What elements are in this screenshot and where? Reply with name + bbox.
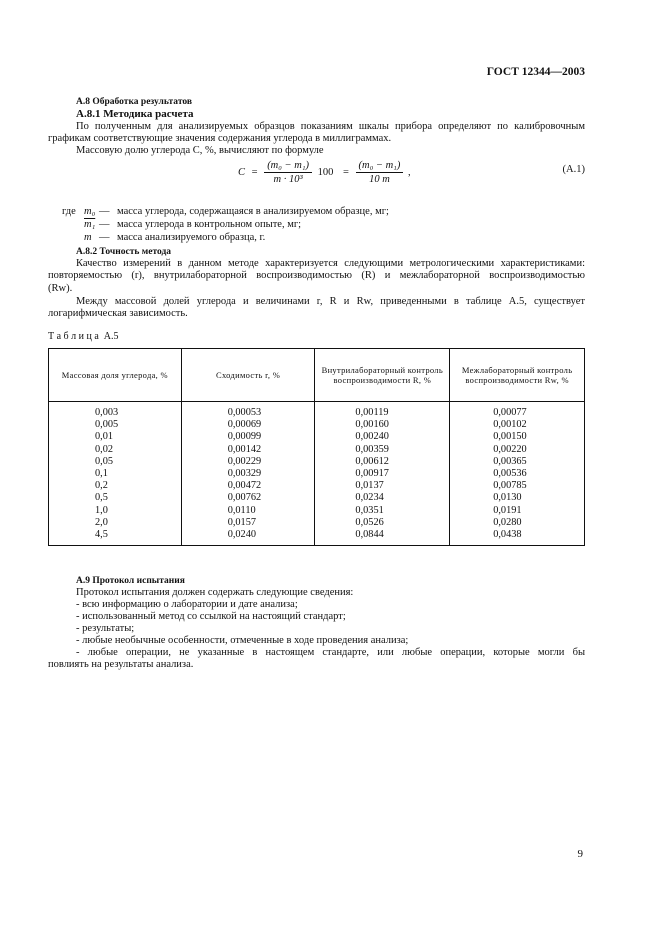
- section-title-a9: А.9 Протокол испытания: [76, 576, 185, 586]
- where-dash-m1: —: [99, 219, 110, 230]
- table-cell: 0,00329: [181, 468, 315, 480]
- table-cell: 0,00142: [181, 444, 315, 456]
- where-text-m1: масса углерода в контрольном опыте, мг;: [117, 219, 302, 230]
- where-word: где: [62, 206, 76, 217]
- protocol-item: - результаты;: [76, 623, 135, 634]
- table-row: [49, 468, 585, 480]
- paragraph-precision-line3: (Rw).: [48, 283, 73, 294]
- table-row: [49, 419, 585, 431]
- where-symbol-m0: m₀: [84, 206, 96, 217]
- table-row: [49, 431, 585, 443]
- table-cell: 0,5: [49, 492, 182, 504]
- table-row: [49, 456, 585, 468]
- table-cell: 0,0526: [315, 517, 450, 529]
- table-cell: 0,0234: [315, 492, 450, 504]
- table-cell: 0,00099: [181, 431, 315, 443]
- table-cell: 0,00762: [181, 492, 315, 504]
- protocol-item-last-line1: - любые операции, не указанные в настоящем стандарте, или любые операции, которые могли бы: [76, 647, 585, 658]
- paragraph-calibration-line2: графикам соответствующие значения содержания углерода в миллиграммах.: [48, 133, 392, 144]
- table-cell: 0,00229: [181, 456, 315, 468]
- table-cell: 0,01: [49, 431, 182, 443]
- table-cell: 0,00917: [315, 468, 450, 480]
- table-row: [49, 505, 585, 517]
- formula-fraction-2: [356, 160, 404, 185]
- table-cell: 0,00069: [181, 419, 315, 431]
- table-header-row: [49, 349, 585, 402]
- table-cell: 2,0: [49, 517, 182, 529]
- paragraph-precision-line2: повторяемостью (r), внутрилабораторной воспроизводимостью (R) и межлабораторной воспроизводимостью: [48, 270, 585, 281]
- where-symbol-m1: m₁: [84, 219, 96, 230]
- paragraph-precision-line1: Качество измерений в данном методе характеризуется следующими метрологическими характеристиками:: [76, 258, 585, 269]
- table-cell: 0,2: [49, 480, 182, 492]
- where-symbol-m: m: [84, 232, 92, 243]
- table-cell: 0,00240: [315, 431, 450, 443]
- protocol-intro: Протокол испытания должен содержать следующие сведения:: [76, 587, 354, 598]
- where-text-m0: масса углерода, содержащаяся в анализируемом образце, мг;: [117, 206, 389, 217]
- table-cell: 0,0438: [450, 529, 585, 546]
- table-row: [49, 402, 585, 420]
- formula-multiplier: 100: [317, 167, 334, 178]
- table-cell: 0,0844: [315, 529, 450, 546]
- formula-equals-2: =: [342, 167, 349, 178]
- standard-number: ГОСТ 12344—2003: [486, 66, 585, 78]
- formula-fraction-1: [264, 160, 312, 185]
- data-table: [48, 348, 585, 546]
- table-cell: 0,00359: [315, 444, 450, 456]
- table-cell: 0,0110: [181, 505, 315, 517]
- table-cell: 0,003: [49, 402, 182, 420]
- formula-denominator-1: m · 10³: [273, 174, 303, 185]
- table-cell: 0,0137: [315, 480, 450, 492]
- table-cell: 0,00160: [315, 419, 450, 431]
- table-cell: 0,05: [49, 456, 182, 468]
- formula-a1: [238, 160, 411, 185]
- table-row: [49, 529, 585, 546]
- table-cell: 0,00785: [450, 480, 585, 492]
- subsection-title-a82: А.8.2 Точность метода: [76, 247, 172, 257]
- table-cell: 0,1: [49, 468, 182, 480]
- table-row: [49, 444, 585, 456]
- formula-number: (А.1): [562, 164, 585, 175]
- formula-lhs: C: [238, 167, 246, 178]
- formula-tail: ,: [407, 167, 411, 178]
- where-dash-m: —: [99, 232, 110, 243]
- paragraph-log-line2: логарифмическая зависимость.: [48, 308, 188, 319]
- protocol-item-last-line2: повлиять на результаты анализа.: [48, 659, 194, 670]
- table-cell: 0,02: [49, 444, 182, 456]
- table-cell: 0,0240: [181, 529, 315, 546]
- table-cell: 0,00053: [181, 402, 315, 420]
- page-number: 9: [577, 848, 583, 860]
- table-row: [49, 480, 585, 492]
- formula-equals-1: =: [251, 167, 258, 178]
- table-cell: 0,00077: [450, 402, 585, 420]
- table-cell: 0,0280: [450, 517, 585, 529]
- protocol-item: - всю информацию о лаборатории и дате анализа;: [76, 599, 298, 610]
- table-cell: 1,0: [49, 505, 182, 517]
- table-cell: 0,00102: [450, 419, 585, 431]
- table-header-mass-fraction: Массовая доля углерода, %: [49, 349, 182, 402]
- table-caption: Т а б л и ц а А.5: [48, 331, 119, 342]
- paragraph-calibration-line1: По полученным для анализируемых образцов показаниям шкалы прибора определяют по калибровочным: [76, 121, 585, 132]
- table-cell: 0,005: [49, 419, 182, 431]
- paragraph-log-line1: Между массовой долей углерода и величинами r, R и Rw, приведенными в таблице А.5, существует: [76, 296, 585, 307]
- protocol-item: - использованный метод со ссылкой на настоящий стандарт;: [76, 611, 346, 622]
- table-cell: 0,0351: [315, 505, 450, 517]
- subsection-title-a81: А.8.1 Методика расчета: [76, 108, 194, 120]
- section-title-a8: А.8 Обработка результатов: [76, 97, 192, 107]
- table-cell: 0,0157: [181, 517, 315, 529]
- table-row: [49, 492, 585, 504]
- protocol-item: - любые необычные особенности, отмеченные в ходе проведения анализа;: [76, 635, 409, 646]
- table-cell: 0,00472: [181, 480, 315, 492]
- table-cell: 0,0191: [450, 505, 585, 517]
- formula-numerator-2: (m₀ − m₁): [356, 160, 404, 173]
- table-header-repeatability: Сходимость r, %: [181, 349, 315, 402]
- table-cell: 0,00150: [450, 431, 585, 443]
- where-dash-m0: —: [99, 206, 110, 217]
- table-cell: 0,00365: [450, 456, 585, 468]
- where-text-m: масса анализируемого образца, г.: [117, 232, 266, 243]
- table-header-intralab: Внутрилабораторный контроль воспроизводимости R, %: [315, 349, 450, 402]
- table-cell: 0,00119: [315, 402, 450, 420]
- table-cell: 0,00536: [450, 468, 585, 480]
- table-cell: 0,00612: [315, 456, 450, 468]
- paragraph-formula-intro: Массовую долю углерода C, %, вычисляют по формуле: [76, 145, 324, 156]
- table-row: [49, 517, 585, 529]
- table-cell: 4,5: [49, 529, 182, 546]
- table-cell: 0,0130: [450, 492, 585, 504]
- table-cell: 0,00220: [450, 444, 585, 456]
- formula-denominator-2: 10 m: [369, 174, 390, 185]
- formula-numerator-1: (m₀ − m₁): [264, 160, 312, 173]
- table-header-interlab: Межлабораторный контроль воспроизводимости Rw, %: [450, 349, 585, 402]
